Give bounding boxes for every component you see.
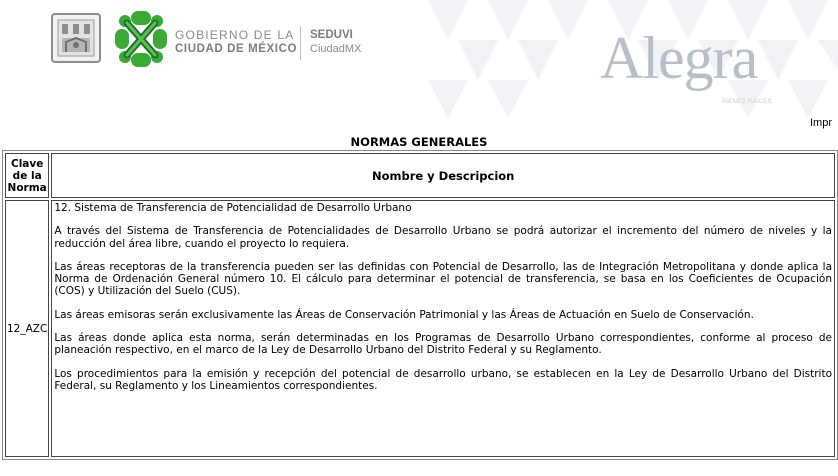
norm-title: 12. Sistema de Transferencia de Potencialidad de Desarrollo Urbano	[54, 202, 412, 214]
column-header-nombre: Nombre y Descripcion	[51, 153, 835, 198]
norms-table	[2, 150, 838, 460]
alegra-logo: Alegra	[600, 25, 758, 91]
norm-paragraph-2: Las áreas receptoras de la transferencia pueden ser las definidas con Potencial de Desarrollo, las de Integración Metropolitana y donde aplica la Norma de Ordenación General número 10. El cálculo para determinar el potencial de transferencia, se basa en los Coeficientes de Ocupación (COS) y Utilización del Suelo (CUS).	[54, 260, 832, 298]
seduvi-line-2: CiudadMX	[310, 43, 362, 55]
seduvi-label	[310, 28, 361, 56]
government-name	[175, 28, 297, 56]
section-title: NORMAS GENERALES	[350, 135, 488, 149]
government-line-1: GOBIERNO DE LA	[175, 28, 295, 42]
print-label: Impr	[810, 117, 832, 129]
norm-paragraph-3: Las áreas emisoras serán exclusivamente las Áreas de Conservación Patrimonial y las Áreas de Actuación en Suelo de Conservación.	[54, 308, 754, 321]
seduvi-line-1: SEDUVI	[310, 29, 353, 41]
norm-paragraph-4: Las áreas donde aplica esta norma, serán determinadas en los Programas de Desarrollo Urbano correspondientes, conforme al proceso de planeación respectivo, en el marco de la Ley de Desarrollo Urbano del Distrito Federal y su Reglamento.	[54, 332, 832, 357]
description-cell	[51, 200, 835, 457]
norm-paragraph-5: Los procedimientos para la emisión y recepción del potencial de desarrollo urbano, se establecen en la Ley de Desarrollo Urbano del Distrito Federal, su Reglamento y los Lineamientos correspondientes.	[54, 367, 832, 392]
table-row	[5, 200, 835, 457]
table-header-row	[5, 153, 835, 198]
page-header	[0, 0, 838, 129]
coat-of-arms-icon	[50, 12, 102, 64]
norm-paragraph-1: A través del Sistema de Transferencia de Potencialidades de Desarrollo Urbano se podrá autorizar el incremento del número de niveles y la reducción del área libre, cuando el proyecto lo requiera.	[54, 225, 832, 250]
header-divider	[300, 26, 301, 60]
government-line-2: CIUDAD DE MÉXICO	[175, 43, 298, 55]
column-header-clave: Clave de la Norma	[5, 153, 49, 198]
cdmx-logo-icon	[113, 9, 169, 69]
clave-cell: 12_AZC	[5, 200, 49, 457]
alegra-subtitle: BIENES RAICES	[722, 99, 772, 105]
